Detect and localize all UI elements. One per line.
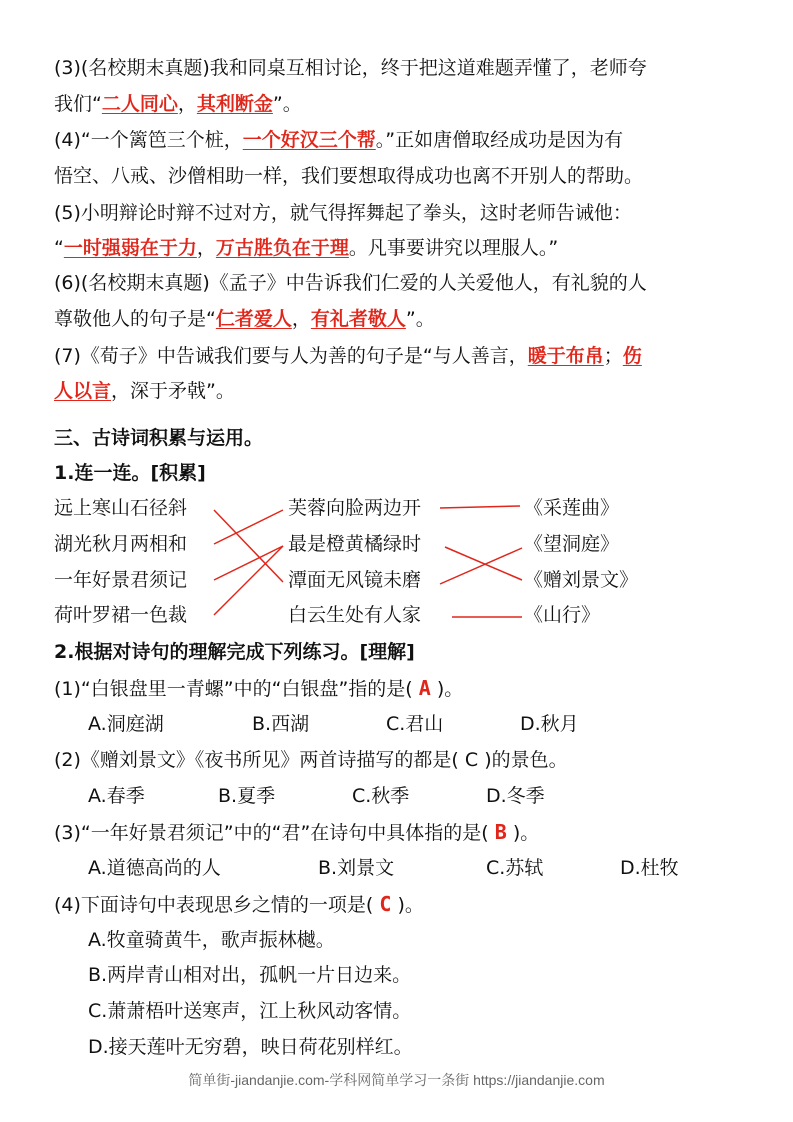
q5-line1: (5)小明辩论时辩不过对方，就气得挥舞起了拳头，这时老师告诫他： <box>54 202 632 224</box>
answer-blank: 人以言 <box>54 380 112 402</box>
option: B.西湖 <box>252 713 310 735</box>
match-title: 1.连一连。[积累] <box>54 462 206 484</box>
option: B.刘景文 <box>318 857 395 879</box>
match-col1-item: 荷叶罗裙一色裁 <box>54 604 188 626</box>
choice-question-stem: (1)“白银盘里一青螺”中的“白银盘”指的是( A )。 <box>54 676 464 700</box>
option: A.道德高尚的人 <box>88 857 221 879</box>
page-footer: 简单街-jiandanjie.com-学科网简单学习一条街 https://jiandanjie.com <box>188 1072 605 1088</box>
match-line <box>214 510 283 544</box>
match-col2-item: 潭面无风镜未磨 <box>288 569 422 591</box>
answer-blank: 有礼者敬人 <box>310 308 406 330</box>
option: A.春季 <box>88 785 145 807</box>
match-col2-item: 最是橙黄橘绿时 <box>288 533 422 555</box>
option: C.萧萧梧叶送寒声，江上秋风动客情。 <box>88 1000 412 1022</box>
q4-line2: 悟空、八戒、沙僧相助一样，我们要想取得成功也离不开别人的帮助。 <box>54 165 644 187</box>
option: B.夏季 <box>218 785 276 807</box>
match-line <box>214 546 283 580</box>
option: C.秋季 <box>352 785 410 807</box>
choice-answer: C <box>464 749 479 771</box>
match-col3-item: 《山行》 <box>524 604 601 626</box>
option: D.接天莲叶无穷碧，映日荷花别样红。 <box>88 1036 413 1058</box>
match-col2-item: 芙蓉向脸两边开 <box>288 497 422 519</box>
q2-title: 2.根据对诗句的理解完成下列练习。[理解] <box>54 641 415 663</box>
option: B.两岸青山相对出，孤帆一片日边来。 <box>88 964 412 986</box>
answer-blank: 一时强弱在于力 <box>63 237 197 259</box>
option: A.洞庭湖 <box>88 713 164 735</box>
options-row <box>88 712 788 736</box>
q3-line2: 我们“二人同心，其利断金”。 <box>54 93 302 115</box>
answer-blank: 伤 <box>622 345 642 367</box>
match-line <box>445 547 522 580</box>
choice-answer: A <box>418 676 431 700</box>
answer-blank: 其利断金 <box>196 93 273 115</box>
match-col1-item: 远上寒山石径斜 <box>54 497 188 519</box>
match-line <box>214 510 283 582</box>
section-title: 三、古诗词积累与运用。 <box>54 427 264 449</box>
option: D.杜牧 <box>620 857 679 879</box>
answer-blank: 暖于布帛 <box>527 345 604 367</box>
answer-blank: 一个好汉三个帮 <box>242 129 376 151</box>
q7-line1: (7)《荀子》中告诫我们要与人为善的句子是“与人善言，暖于布帛；伤 <box>54 345 642 367</box>
match-col1-item: 湖光秋月两相和 <box>54 533 188 555</box>
match-line <box>214 546 283 615</box>
q5-line2: “一时强弱在于力，万古胜负在于理。凡事要讲究以理服人。” <box>54 237 559 259</box>
match-line <box>440 548 522 584</box>
option: D.秋月 <box>520 713 579 735</box>
match-col3-item: 《采莲曲》 <box>524 497 620 519</box>
match-col3-item: 《望洞庭》 <box>524 533 620 555</box>
choice-answer: B <box>494 820 507 844</box>
match-col1-item: 一年好景君须记 <box>54 569 188 591</box>
choice-answer: C <box>379 892 392 916</box>
q4-line1: (4)“一个篱笆三个桩，一个好汉三个帮。”正如唐僧取经成功是因为有 <box>54 129 624 151</box>
match-line <box>440 506 520 508</box>
match-col3-item: 《赠刘景文》 <box>524 569 639 591</box>
answer-blank: 万古胜负在于理 <box>215 237 349 259</box>
q3-line1: (3)(名校期末真题)我和同桌互相讨论，终于把这道难题弄懂了，老师夸 <box>54 57 647 79</box>
q6-line1: (6)(名校期末真题)《孟子》中告诉我们仁爱的人关爱他人，有礼貌的人 <box>54 272 647 294</box>
options-row <box>88 856 788 880</box>
match-col2-item: 白云生处有人家 <box>288 604 422 626</box>
answer-blank: 二人同心 <box>101 93 178 115</box>
choice-question-stem: (2)《赠刘景文》《夜书所见》两首诗描写的都是( C )的景色。 <box>54 749 568 771</box>
options-row <box>88 784 788 808</box>
answer-blank: 仁者爱人 <box>215 308 292 330</box>
choice-question-stem: (3)“一年好景君须记”中的“君”在诗句中具体指的是( B )。 <box>54 820 540 844</box>
option: C.君山 <box>386 713 444 735</box>
option: A.牧童骑黄牛，歌声振林樾。 <box>88 929 335 951</box>
q7-line2: 人以言，深于矛戟”。 <box>54 380 235 402</box>
option: C.苏轼 <box>486 857 544 879</box>
q6-line2: 尊敬他人的句子是“仁者爱人，有礼者敬人”。 <box>54 308 435 330</box>
option: D.冬季 <box>486 785 545 807</box>
choice-question-stem: (4)下面诗句中表现思乡之情的一项是( C )。 <box>54 892 424 916</box>
